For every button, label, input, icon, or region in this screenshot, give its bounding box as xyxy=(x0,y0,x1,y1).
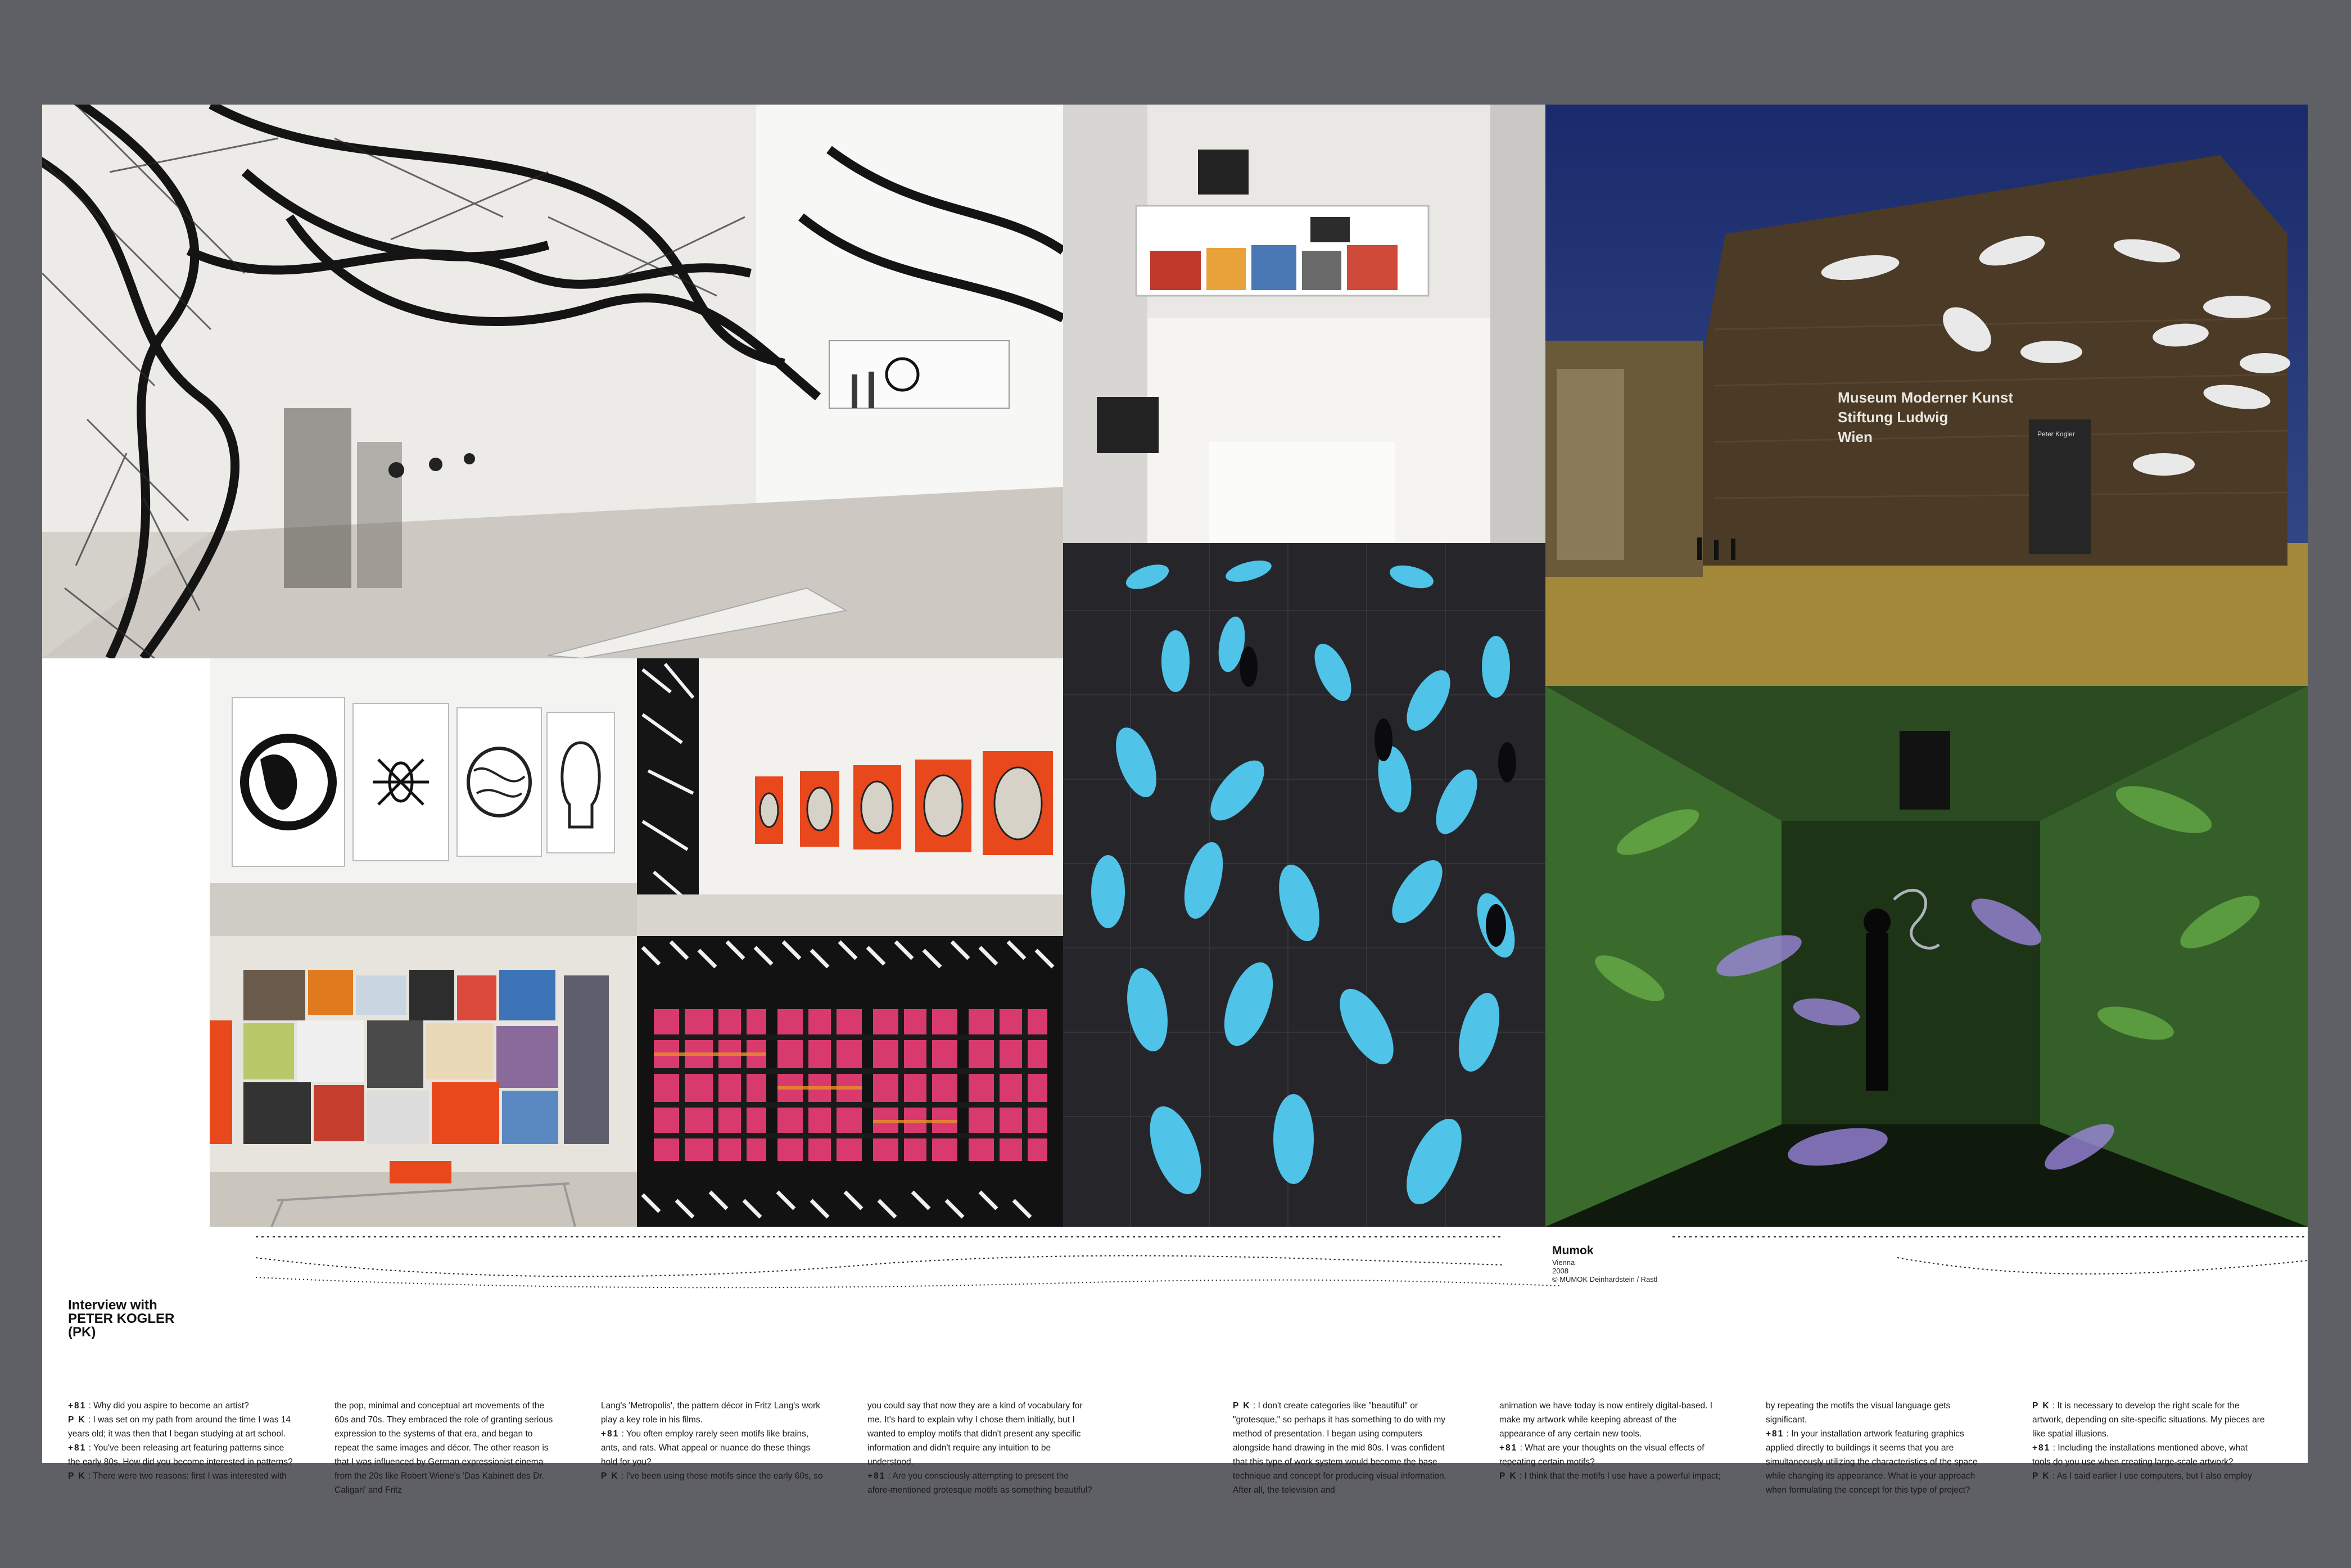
text-column-2 xyxy=(334,1399,559,1497)
photo-print-wall xyxy=(210,658,637,936)
paragraph: +81 : You've been releasing art featuring patterns since the early 80s. How did you become interested in patterns? xyxy=(68,1443,293,1467)
paragraph: +81 : Including the installations mentioned above, what tools do you use when creating large-scale artwork? xyxy=(2032,1443,2248,1467)
photo-caption xyxy=(1552,1244,1657,1284)
photo-pink-grid xyxy=(637,936,1063,1227)
text-column-8 xyxy=(2032,1399,2268,1483)
building-banner-text: Peter Kogler xyxy=(2037,430,2075,438)
caption-year: 2008 xyxy=(1552,1267,1568,1275)
paragraph: Lang's 'Metropolis', the pattern décor in Fritz Lang's work play a key role in his films. xyxy=(601,1401,821,1425)
interview-title-line3: (PK) xyxy=(68,1325,96,1340)
caption-city: Vienna xyxy=(1552,1258,1575,1267)
paragraph: P K : It is necessary to develop the right scale for the artwork, depending on site-specific situations. My pieces are like spatial illusions. xyxy=(2032,1401,2265,1439)
zigzag-divider-decoration xyxy=(42,1227,2308,1300)
text-column-4 xyxy=(867,1399,1092,1497)
text-column-1 xyxy=(68,1399,293,1483)
paragraph: +81 : Why did you aspire to become an artist? xyxy=(68,1401,249,1411)
paragraph: +81 : Are you consciously attempting to present the afore-mentioned grotesque motifs as something beautiful? xyxy=(867,1471,1092,1495)
paragraph: P K : I don't create categories like "beautiful" or "grotesque," so perhaps it has something to do with my method of presentation. I began using computers alongside hand drawing in the mid 80s. I was confident that this type of work system would become the base technique and concept for producing visual information. After all, the television and xyxy=(1233,1401,1446,1495)
interview-title-line2: PETER KOGLER xyxy=(68,1311,175,1326)
text-column-7 xyxy=(1766,1399,1991,1497)
paragraph: +81 : You often employ rarely seen motifs like brains, ants, and rats. What appeal or nuance do these things hold for you? xyxy=(601,1429,811,1467)
caption-title: Mumok xyxy=(1552,1244,1594,1257)
paragraph: P K : I was set on my path from around the time I was 14 years old; it was then that I began studying at art school. xyxy=(68,1415,291,1439)
photo-atrium-blue-rats xyxy=(1063,105,1545,1227)
paragraph: +81 : What are your thoughts on the visual effects of repeating certain motifs? xyxy=(1499,1443,1705,1467)
paragraph: the pop, minimal and conceptual art movements of the 60s and 70s. They embraced the role of granting serious expression to the systems of that era, and began to repeat the same images and décor. The other reason is that I was influenced by German expressionist cinema from the 20s like Robert Wiene's 'Das Kabinett des Dr. Caligari' and Fritz xyxy=(334,1401,553,1495)
building-sign-line1: Museum Moderner Kunst xyxy=(1838,389,2014,406)
paragraph: P K : I think that the motifs I use have a powerful impact; xyxy=(1499,1471,1721,1481)
building-sign-line3: Wien xyxy=(1838,428,1873,445)
paragraph: P K : I've been using those motifs since the early 60s, so xyxy=(601,1471,823,1481)
paragraph: you could say that now they are a kind of vocabulary for me. It's hard to explain why I chose them initially, but I wanted to employ motifs that didn't present any specific information and didn't require any intuition to be understood. xyxy=(867,1401,1083,1467)
caption-credit: © MUMOK Deinhardstein / Rastl xyxy=(1552,1275,1658,1284)
paragraph: +81 : In your installation artwork featuring graphics applied directly to buildings it seems that you are simultaneously utilizing the characteristics of the space while changing its appearance. What is your approach when formulating the concept for this type of project? xyxy=(1766,1429,1978,1495)
paragraph: P K : As I said earlier I use computers, but I also employ xyxy=(2032,1471,2252,1481)
text-column-6 xyxy=(1499,1399,1724,1483)
magazine-spread xyxy=(42,105,2308,1495)
paragraph: animation we have today is now entirely digital-based. I make my artwork while keeping abreast of the appearance of any certain new tools. xyxy=(1499,1401,1713,1439)
photo-gallery-net-mural xyxy=(42,105,1063,658)
paragraph: P K : There were two reasons: first I was interested with xyxy=(68,1471,287,1481)
photo-orange-heads xyxy=(637,658,1063,936)
interview-title-line1: Interview with xyxy=(68,1298,157,1313)
photo-green-corridor xyxy=(1545,686,2308,1227)
text-column-3 xyxy=(601,1399,826,1483)
photo-collage-wall xyxy=(210,936,637,1227)
building-sign-line2: Stiftung Ludwig xyxy=(1838,409,1948,426)
text-column-5 xyxy=(1233,1399,1458,1497)
interview-title xyxy=(68,1299,174,1339)
photo-mumok-building-night xyxy=(1545,105,2308,686)
paragraph: by repeating the motifs the visual language gets significant. xyxy=(1766,1401,1951,1425)
interview-text-strip xyxy=(42,1227,2308,1495)
